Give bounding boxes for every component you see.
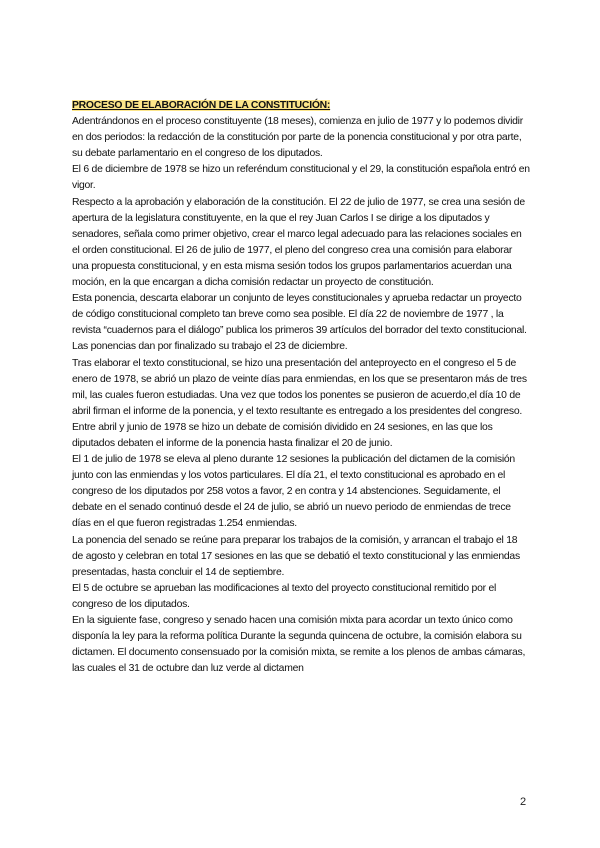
paragraph-pleno-congreso: El 1 de julio de 1978 se eleva al pleno durante 12 sesiones la publicación del dictamen de la comisión junto con las enmiendas y los votos particulares. El día 21, el texto constitucional es aprobado en el congreso de los diputados por 258 votos a favor, 2 en contra y 14 abstenciones. Seguidamente, el debate en el senado continuó desde el 24 de julio, se abrió un nuevo periodo de enmiendas de trece días en el que fueron registradas 1.254 enmiendas. [72, 454, 515, 530]
paragraph-anteproyecto: Tras elaborar el texto constitucional, se hizo una presentación del anteproyecto en el congreso el 5 de enero de 1978, se abrió un plazo de veinte días para enmiendas, en los que se presentaron más de tres mil, las cuales fueron estudiadas. Una vez que todos los ponentes se pusieron de acuerdo,el día 10 de abril firman el informe de la ponencia, y el texto resultante es entregado a los presidentes del congreso. Entre abril y junio de 1978 se hizo un debate de comisión dividido en 24 sesiones, en las que los diputados debaten el informe de la ponencia hasta finalizar el 20 de junio. [72, 357, 527, 449]
paragraph-aprobacion: Respecto a la aprobación y elaboración de la constitución. El 22 de julio de 1977, se crea una sesión de apertura de la legislatura constituyente, en la que el rey Juan Carlos I se dirige a los diputados y senadores, señala como primer objetivo, crear el marco legal adecuado para las relaciones sociales en el orden constitucional. El 26 de julio de 1977, el pleno del congreso crea una comisión para elaborar una propuesta constitucional, y en esta misma sesión todos los grupos parlamentarios acuerdan una moción, en la que encargan a dicha comisión redactar un proyecto de constitución. [72, 196, 525, 289]
section-title: PROCESO DE ELABORACIÓN DE LA CONSTITUCIÓN: [72, 100, 331, 111]
section-title-line [72, 98, 530, 114]
paragraph-ponencia: Esta ponencia, descarta elaborar un conjunto de leyes constitucionales y aprueba redactar un proyecto de código constitucional completo tan breve como sea posible. El día 22 de noviembre de 1977 , la revista “cuadernos para el diálogo” publica los primeros 39 artículos del borrador del texto constitucional. Las ponencias dan por finalizado su trabajo el 23 de diciembre. [72, 293, 527, 353]
paragraph-referendum: El 6 de diciembre de 1978 se hizo un referéndum constitucional y el 29, la constitución española entró en vigor. [72, 164, 530, 192]
paragraph-comision-mixta: En la siguiente fase, congreso y senado hacen una comisión mixta para acordar un texto único como disponía la ley para la reforma política Durante la segunda quincena de octubre, la comisión elabora su dictamen. El documento consensuado por la comisión mixta, se remite a los plenos de ambas cámaras, las cuales el 31 de octubre dan luz verde al dictamen [72, 615, 526, 675]
paragraph-ponencia-senado: La ponencia del senado se reúne para preparar los trabajos de la comisión, y arrancan el trabajo el 18 de agosto y celebran en total 17 sesiones en las que se debatió el texto constitucional y las enmiendas presentadas, hasta concluir el 14 de septiembre. [72, 534, 520, 578]
paragraph-intro: Adentrándonos en el proceso constituyente (18 meses), comienza en julio de 1977 y lo podemos dividir en dos periodos: la redacción de la constitución por parte de la ponencia constitucional y por otra parte, su debate parlamentario en el congreso de los diputados. [72, 116, 523, 160]
paragraph-modificaciones: El 5 de octubre se aprueban las modificaciones al texto del proyecto constitucional remitido por el congreso de los diputados. [72, 582, 497, 610]
page-number: 2 [520, 796, 527, 808]
document-body [72, 98, 530, 677]
